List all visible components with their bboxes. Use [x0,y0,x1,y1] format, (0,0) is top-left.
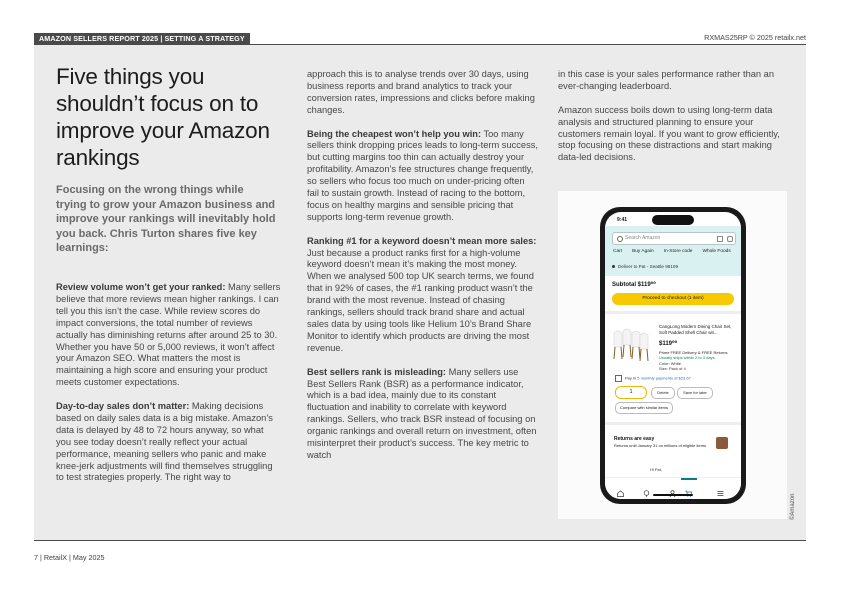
divider [605,311,741,314]
scan-icon[interactable] [717,236,723,242]
gift-box-icon [716,437,728,449]
location-pin-icon [612,265,615,268]
paragraph [307,129,539,224]
product-price: $119⁰⁰ [659,341,678,347]
quantity-value: 1 [629,389,633,395]
paragraph-lead: Review volume won’t get your ranked: [56,282,226,292]
search-icon [617,236,623,242]
section-label: AMAZON SELLERS REPORT 2025 | SETTING A STRATEGY [34,33,250,44]
paragraph-lead: Being the cheapest won’t help you win: [307,128,482,139]
quantity-stepper[interactable] [615,386,647,399]
active-tab-indicator [681,478,697,480]
paragraph-body: Just because a product ranks first for a high-volume keyword doesn’t mean it’s making the most money. When we analysed 500 top UK search terms, we found that in 92% of cases, the #1 ranking product wasn’t the brand with the most revenue. Instead of chasing rankings, sellers should track brand share and actual sales data by using tools like Helium 10’s Brand Share Monitor to identify which products are driving the most revenue. [307,247,534,353]
paragraph [307,69,539,117]
tab-cart[interactable]: Cart [613,249,623,254]
pay-text: Pay in [625,375,637,381]
chairs-thumbnail [612,325,650,365]
delete-button[interactable]: Delete [651,387,675,399]
prime-info [659,350,739,360]
divider [605,422,741,425]
column-2 [307,69,539,474]
paragraph-lead: Day-to-day sales don’t matter: [56,401,190,412]
paragraph-body: Making decisions based on daily sales data is a big mistake. Amazon’s data is delayed by 48 to 72 hours anyway, so what you see today doesn’t really reflect your actual performance, meaning sellers who panic and make knee-jerk adjustments will find themselves struggling to test strategies properly. The right way to [56,401,273,483]
photo-credit: ©Amazon [790,493,796,520]
paragraph-lead: Best sellers rank is misleading: [307,366,446,377]
deliver-to[interactable] [612,264,678,269]
paragraph [307,236,539,355]
home-icon[interactable] [617,484,624,491]
ships-text: Usually ships within 2 to 3 days. [659,355,716,360]
tab-buy-again[interactable]: Buy Again [632,249,654,254]
mic-icon[interactable] [727,236,733,242]
returns-body: Returns until January 31 on millions of eligible items [614,443,707,448]
search-input[interactable] [612,232,736,245]
product-photo [558,191,787,519]
search-placeholder: Search Amazon [625,235,661,241]
pay-in-option[interactable] [615,375,691,382]
paragraph [558,69,790,93]
save-for-later-button[interactable]: Save for later [677,387,713,399]
status-time: 9:41 [617,217,628,223]
returns-title: Returns are easy [614,436,655,442]
paragraph [307,367,539,462]
column-1 [56,282,281,496]
prime-label: Prime FREE Delivery & FREE Returns [659,350,728,355]
menu-icon[interactable] [717,484,724,491]
tab-whole-foods[interactable]: Whole Foods [702,249,731,254]
paragraph-body: in this case is your sales performance rather than an ever-changing leaderboard. [558,69,775,91]
checkbox-icon[interactable] [615,375,622,382]
paragraph-body: Too many sellers think dropping prices leads to long-term success, but cutting margins too thin can actually destroy your profitability. Amazon’s fee structures change frequently, so sellers who focus too much on under-pricing often fail to sustain growth. Instead of racing to the bottom, focus on healthy margins and sensible pricing that supports long-term revenue growth. [307,128,538,222]
phone-mockup [600,207,746,504]
standfirst: Focusing on the wrong things while trying to grow your Amazon business and improve your rankings will inevitably hold you back. Chris Turton shares five key learnings: [56,184,276,255]
checkout-button[interactable]: Proceed to checkout (1 item) [612,293,734,305]
compare-button[interactable]: Compare with similar items [615,402,673,414]
paragraph-body: Many sellers use Best Sellers Rank (BSR) as a performance indicator, which is a bad idea, mainly due to its constant fluctuation and inability to correlate with keyword rankings. Sellers, who track BSR instead of focusing on organic rankings and overall return on investment, often misinterpret their product’s success. The key metric to watch [307,366,537,460]
column-3 [558,69,790,176]
home-indicator [653,494,693,496]
paragraph-body: Many sellers believe that more reviews mean higher rankings. I can tell you this isn’t the case. While review scores do impact conversions, the total number of reviews actually has diminishing returns after around 25 to 30. Whether you have 50 or 5,000 reviews, it won’t affect your Amazon SEO. What matters the most is maintaining a high score and ensuring your product meets customer expectations. [56,282,281,388]
app-tabs [613,249,741,254]
tab-in-store-code[interactable]: In-Store code [663,249,693,254]
paragraph [56,401,281,484]
product-color: Color: White [659,361,682,366]
product-size: Size: Pack of 4 [659,366,686,371]
paragraph-body: approach this is to analyse trends over 30 days, using business reports and brand analytics to track your conversion rates, impressions and clicks before making changes. [307,69,535,115]
lightbulb-icon[interactable] [643,484,650,491]
product-variant [659,361,686,371]
greeting: Hi Pat, [650,467,663,472]
cart-subtotal: Subtotal $119⁰⁰ [612,282,656,288]
page-title: Five things you shouldn’t focus on to improve your Amazon rankings [56,64,270,170]
paragraph-lead: Ranking #1 for a keyword doesn’t mean more sales: [307,235,537,246]
phone-notch [652,215,694,225]
pay-link[interactable]: 5 monthly payments of $23.67 [637,375,691,381]
report-code: RXMAS25RP © 2025 retailx.net [704,33,806,42]
paragraph-body: Amazon success boils down to using long-term data analysis and structured planning to ensure your customers remain loyal. If you want to grow efficiently, stop focusing on these distractions and start making data-led decisions. [558,104,780,163]
page-footer: 7 | RetailX | May 2025 [34,553,105,562]
cart-icon[interactable] [685,484,692,491]
phone-screen [605,212,741,499]
deliver-text: Deliver to Pat - Seattle 98109 [618,264,679,269]
paragraph [56,282,281,389]
profile-icon[interactable] [669,484,676,491]
product-title[interactable]: CangLong Modern Dining Chair Set, Soft Padded Shell Chair wit... [659,324,732,335]
paragraph [558,105,790,165]
bottom-rule [34,540,806,541]
